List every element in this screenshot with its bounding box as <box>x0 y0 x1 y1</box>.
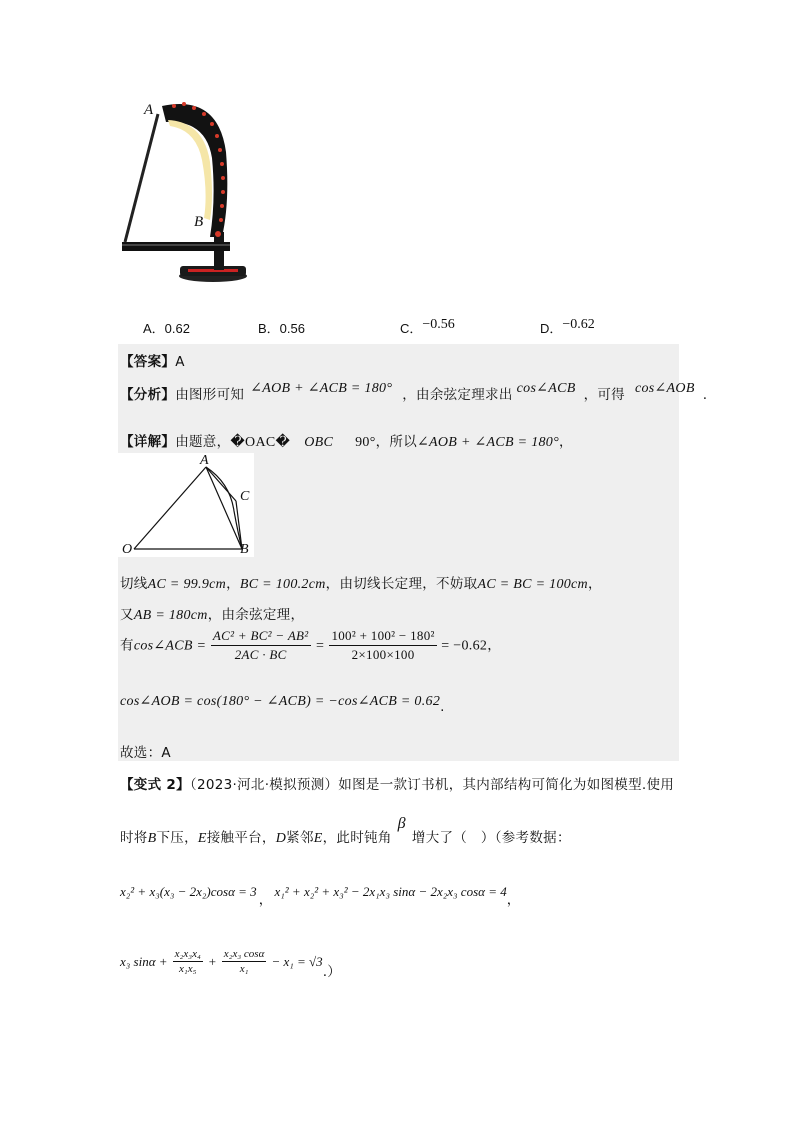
option-c-value: −0.56 <box>422 317 455 332</box>
variant-beta: β <box>397 815 406 832</box>
variant-formula1: x₂² + x₃(x₃ − 2x₂)cosα = 3 <box>120 884 257 899</box>
variant-source: （2023·河北·模拟预测） <box>189 777 339 793</box>
variant-f3-end: .） <box>322 964 342 980</box>
line4-end: . <box>440 699 445 715</box>
variant-text2d: 紧邻 <box>286 830 314 846</box>
answer-tag: 【答案】 <box>120 354 176 370</box>
line2-e1: AB = 180cm <box>133 608 208 623</box>
device-photo-drawing <box>118 92 258 290</box>
line3-lhs: cos∠ACB = <box>133 638 207 654</box>
answer-line <box>120 350 185 370</box>
geometry-diagram <box>118 453 254 557</box>
line3-end: ， <box>487 637 502 654</box>
option-c <box>400 318 455 338</box>
line3-t1: 有 <box>120 637 134 654</box>
variant-text2c: 接触平台， <box>206 830 276 846</box>
variant-f3-frac1-den: x₁x₅ <box>179 963 197 975</box>
line1-e2: BC = 100.2cm <box>239 577 326 592</box>
geometry-diagram-drawing <box>118 453 254 557</box>
line3-frac2-den: 2×100×100 <box>351 647 415 662</box>
cosine-formula-line <box>120 628 501 663</box>
detail-line <box>120 430 573 451</box>
line3-frac1-num: AC² + BC² − AB² <box>211 628 311 646</box>
variant-b: B <box>147 831 157 846</box>
choice-text: 故选：A <box>120 745 171 761</box>
line1-t3: ，由切线长定理，不妨取 <box>325 576 478 592</box>
option-b-letter: B． <box>258 321 280 336</box>
choice-line <box>120 741 171 761</box>
analysis-line <box>120 383 707 404</box>
tangent-line <box>120 572 602 593</box>
variant-f3-frac1-num: x₂x₃x₄ <box>174 948 201 960</box>
analysis-text1: 由图形可知 <box>175 387 245 403</box>
line1-t4: ， <box>587 576 602 592</box>
detail-text1: 由题意， <box>175 434 231 450</box>
line2-t2: ，由余弦定理， <box>207 607 305 623</box>
detail-tag: 【详解】 <box>120 434 176 450</box>
analysis-expr2: cos∠ACB <box>516 381 576 396</box>
variant-d: D <box>275 831 287 846</box>
line3-frac1 <box>211 628 311 663</box>
photo-label-a: A <box>144 102 154 118</box>
variant-e: E <box>197 831 207 846</box>
option-a-letter: A． <box>143 321 165 336</box>
option-a <box>143 318 190 337</box>
diagram-label-b: B <box>240 542 249 557</box>
variant-text2f: 增大了（ ）（参考数据： <box>411 830 571 846</box>
variant-e2: E <box>313 831 323 846</box>
detail-90: 90° <box>355 435 376 450</box>
detail-garbled: �OAC� <box>230 435 291 450</box>
option-d-value: −0.62 <box>562 317 595 332</box>
device-photo <box>118 92 258 290</box>
option-b-value: 0.56 <box>279 321 305 336</box>
variant-text2e: ，此时钝角 <box>322 830 392 846</box>
line3-result: = −0.62 <box>441 638 488 654</box>
aob-result-line <box>120 693 445 715</box>
line2-t1: 又 <box>120 607 134 623</box>
variant-line1 <box>120 773 674 793</box>
diagram-label-c: C <box>240 489 250 504</box>
analysis-tag: 【分析】 <box>120 387 176 403</box>
option-b <box>258 318 305 337</box>
variant-f3-frac2-den: x₁ <box>239 963 249 975</box>
diagram-label-a: A <box>200 453 209 468</box>
line1-e3: AC = BC = 100cm <box>477 577 588 592</box>
variant-sep1: ， <box>258 892 273 908</box>
option-c-letter: C． <box>400 321 423 336</box>
detail-obc: OBC <box>304 435 334 450</box>
analysis-end: . <box>702 387 708 403</box>
line3-frac2 <box>329 628 436 663</box>
line1-e1: AC = 99.9cm <box>147 577 227 592</box>
line4-expr: cos∠AOB = cos(180° − ∠ACB) = −cos∠ACB = 0.62 <box>120 694 441 709</box>
analysis-expr1: ∠AOB + ∠ACB = 180° <box>250 381 393 396</box>
variant-f3-a: x₃ sinα + <box>120 954 168 969</box>
variant-sep2: ， <box>506 892 521 908</box>
variant-f3-frac1 <box>173 948 203 975</box>
detail-end: ， <box>559 434 573 450</box>
option-a-value: 0.62 <box>164 321 190 336</box>
variant-formula-line2 <box>120 948 342 980</box>
ab-line <box>120 603 304 624</box>
variant-tag: 【变式 2】 <box>120 777 190 793</box>
line3-eq: = <box>315 638 325 654</box>
analysis-text2: ，由余弦定理求出 <box>402 387 513 403</box>
photo-label-b: B <box>194 214 204 230</box>
diagram-label-o: O <box>122 542 133 557</box>
line3-frac2-num: 100² + 100² − 180² <box>329 628 436 646</box>
variant-text2b: 下压， <box>156 830 198 846</box>
variant-f3-frac2-num: x₂x₃ cosα <box>223 948 265 960</box>
analysis-expr3: cos∠AOB <box>634 381 695 396</box>
detail-expr2: ∠AOB + ∠ACB = 180° <box>417 435 560 450</box>
option-d <box>540 318 595 338</box>
variant-formula-line1 <box>120 880 521 908</box>
detail-text2: ，所以 <box>375 434 417 450</box>
variant-f3-plus: + <box>207 954 217 969</box>
line1-t1: 切线 <box>120 576 148 592</box>
option-d-letter: D． <box>540 321 563 336</box>
line1-t2: ， <box>226 576 240 592</box>
variant-text2a: 时将 <box>120 830 148 846</box>
line3-frac1-den: 2AC · BC <box>234 647 287 662</box>
variant-f3-frac2 <box>222 948 267 975</box>
answer-value: A <box>175 354 185 370</box>
variant-f3-b: − x₁ = √3 <box>271 954 323 969</box>
variant-line2 <box>120 815 571 847</box>
variant-formula2: x₁² + x₂² + x₃² − 2x₁x₃ sinα − 2x₂x₃ cosα = 4 <box>274 884 507 899</box>
variant-text1: 如图是一款订书机，其内部结构可简化为如图模型.使用 <box>338 777 675 793</box>
analysis-text3: ，可得 <box>583 387 625 403</box>
